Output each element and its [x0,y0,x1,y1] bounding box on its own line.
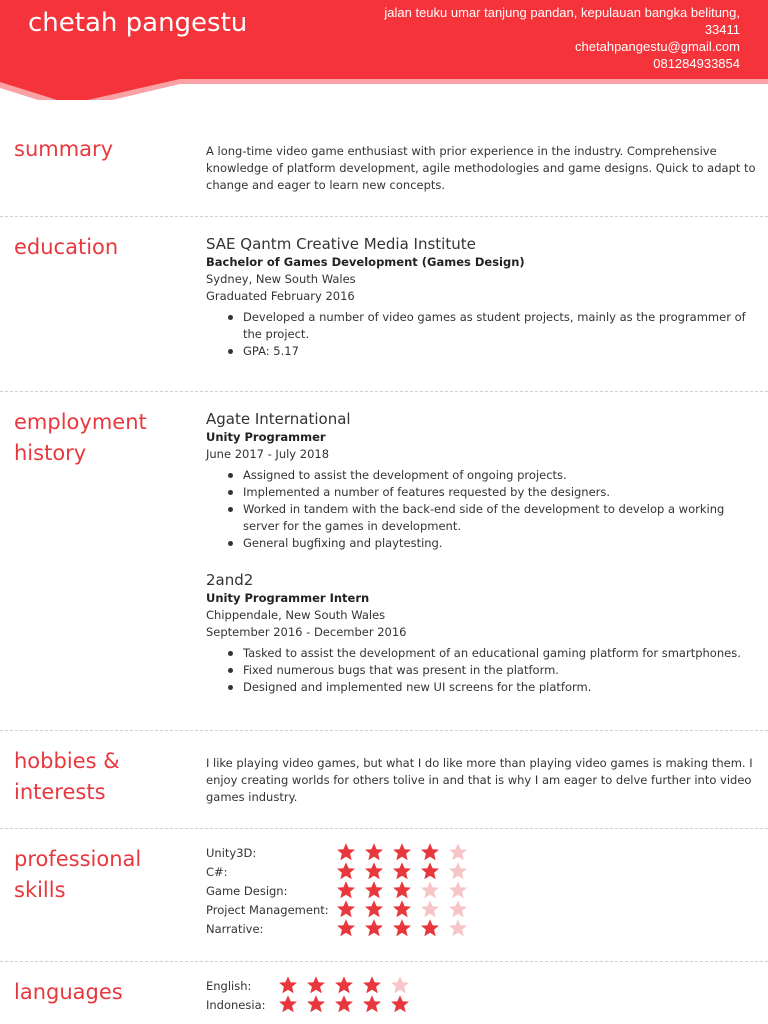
resume-header [0,0,768,100]
star-filled-icon [278,975,298,995]
skill-row [206,864,756,883]
star-filled-icon [392,899,412,919]
languages-list [206,978,756,1016]
star-empty-icon [448,880,468,900]
section-divider [0,961,768,962]
skill-name: Unity3D: [206,846,257,860]
star-filled-icon [364,880,384,900]
employment-heading [14,407,194,469]
skill-row [206,902,756,921]
star-filled-icon [362,975,382,995]
job-role: Unity Programmer Intern [206,591,370,605]
job-entry-2and2 [206,570,756,696]
job-dates: June 2017 - July 2018 [206,447,330,461]
star-filled-icon [278,994,298,1014]
star-filled-icon [336,842,356,862]
job-role: Unity Programmer [206,430,326,444]
star-filled-icon [336,899,356,919]
star-empty-icon [420,880,440,900]
list-item: Fixed numerous bugs that was present in the platform. [243,662,756,679]
job-dates: September 2016 - December 2016 [206,625,407,639]
star-empty-icon [420,899,440,919]
institution-name: SAE Qantm Creative Media Institute [206,235,476,253]
list-item: Worked in tandem with the back-end side of the development to develop a working server for the games in development. [243,501,756,535]
language-row [206,997,756,1016]
section-divider [0,828,768,829]
star-empty-icon [448,842,468,862]
star-filled-icon [364,842,384,862]
company-name: Agate International [206,410,351,428]
list-item: Developed a number of video games as student projects, mainly as the programmer of the project. [243,309,756,343]
job-bullets [206,645,756,696]
employment-heading-line-2: history [14,441,87,465]
employment-entries [206,409,756,696]
language-rating [278,975,418,995]
star-filled-icon [390,994,410,1014]
hobbies-heading [14,746,194,808]
job-location: Chippendale, New South Wales [206,608,386,622]
star-filled-icon [420,842,440,862]
star-filled-icon [364,918,384,938]
skill-name: Narrative: [206,922,264,936]
star-empty-icon [390,975,410,995]
degree-name: Bachelor of Games Development (Games Design) [206,255,525,269]
candidate-name: chetah pangestu [28,8,248,38]
skill-rating [336,880,476,900]
education-date: Graduated February 2016 [206,289,355,303]
star-empty-icon [448,861,468,881]
company-name: 2and2 [206,571,254,589]
section-divider [0,391,768,392]
section-divider [0,216,768,217]
address-line-1: jalan teuku umar tanjung pandan, kepulauan bangka belitung, [384,5,740,20]
hobbies-heading-line-1: hobbies & [14,749,120,773]
language-name: English: [206,979,252,993]
star-filled-icon [420,861,440,881]
skill-row [206,921,756,940]
languages-heading: languages [14,980,123,1004]
star-filled-icon [334,975,354,995]
skill-rating [336,842,476,862]
star-filled-icon [336,861,356,881]
skill-row [206,845,756,864]
list-item: Assigned to assist the development of ongoing projects. [243,467,756,484]
education-location: Sydney, New South Wales [206,272,356,286]
star-filled-icon [392,842,412,862]
skills-heading-line-2: skills [14,878,66,902]
employment-heading-line-1: employment [14,410,147,434]
language-name: Indonesia: [206,998,266,1012]
star-filled-icon [364,861,384,881]
summary-text: A long-time video game enthusiast with prior experience in the industry. Comprehensive knowledge of platform development, agile methodologies and game designs. Quick to adapt to change and eager to learn new concepts. [206,144,756,192]
job-entry-agate [206,409,756,552]
star-filled-icon [364,899,384,919]
email[interactable]: chetahpangestu@gmail.com [575,39,740,54]
star-filled-icon [392,861,412,881]
address-line-2: 33411 [704,22,740,37]
language-rating [278,994,418,1014]
list-item: General bugfixing and playtesting. [243,535,756,552]
contact-info [340,4,740,72]
star-filled-icon [362,994,382,1014]
star-empty-icon [448,918,468,938]
list-item: GPA: 5.17 [243,343,756,360]
skills-list [206,845,756,940]
skill-name: Project Management: [206,903,329,917]
hobbies-text: I like playing video games, but what I do like more than playing video games is making them. I enjoy creating worlds for others tolive in and that is why I am eager to delve further into video games industry. [206,756,753,804]
star-filled-icon [306,975,326,995]
star-empty-icon [448,899,468,919]
hobbies-heading-line-2: interests [14,780,106,804]
star-filled-icon [336,918,356,938]
skill-name: Game Design: [206,884,288,898]
skill-rating [336,899,476,919]
education-heading: education [14,235,119,259]
star-filled-icon [392,880,412,900]
star-filled-icon [336,880,356,900]
skill-name: C#: [206,865,228,879]
star-filled-icon [420,918,440,938]
skills-heading [14,844,194,906]
education-bullets [206,309,756,360]
skill-rating [336,861,476,881]
skill-rating [336,918,476,938]
list-item: Implemented a number of features requested by the designers. [243,484,756,501]
summary-heading: summary [14,137,114,161]
job-bullets [206,467,756,552]
star-filled-icon [334,994,354,1014]
list-item: Designed and implemented new UI screens for the platform. [243,679,756,696]
star-filled-icon [306,994,326,1014]
list-item: Tasked to assist the development of an educational gaming platform for smartphones. [243,645,756,662]
education-entry [206,234,756,360]
skills-heading-line-1: professional [14,847,142,871]
section-divider [0,730,768,731]
phone[interactable]: 081284933854 [653,56,740,71]
skill-row [206,883,756,902]
star-filled-icon [392,918,412,938]
